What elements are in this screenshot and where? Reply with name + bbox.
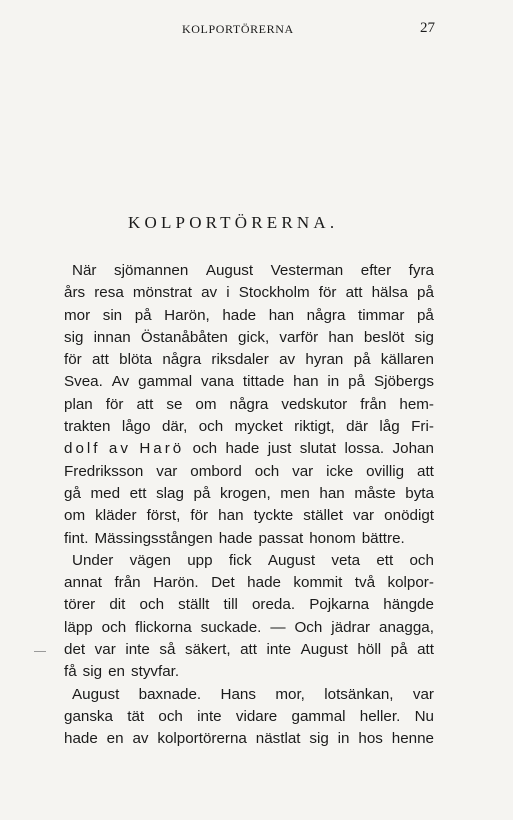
word: källaren	[380, 351, 434, 369]
word: av	[279, 351, 296, 369]
word: där	[346, 418, 369, 436]
word: han	[218, 507, 244, 525]
word: Svea.	[64, 373, 103, 391]
word: vägen	[129, 551, 171, 569]
word: Hans	[220, 685, 256, 703]
word: på	[416, 306, 434, 324]
word: få	[64, 663, 77, 681]
word: hade	[222, 306, 257, 324]
word: Pojkarna	[309, 596, 370, 614]
word: mor,	[275, 685, 305, 703]
word: och	[198, 418, 224, 436]
word: veta	[331, 551, 361, 569]
word: vedskutor	[281, 395, 348, 413]
word: dolf	[64, 440, 101, 458]
word: för	[64, 351, 82, 369]
word: lågo	[121, 418, 151, 436]
word: säkert,	[184, 641, 231, 659]
word: Harön.	[153, 574, 199, 592]
text-line	[64, 684, 434, 706]
word: flickorna	[135, 618, 192, 636]
word: på	[417, 284, 434, 302]
word: några	[306, 306, 346, 324]
word: sjömannen	[114, 262, 189, 279]
word: vidare	[235, 707, 278, 725]
word: Det	[211, 574, 235, 592]
word: Östanåbåten	[140, 328, 228, 346]
word: till	[223, 596, 238, 614]
word: Stockholm	[238, 284, 310, 302]
word: för	[105, 395, 124, 413]
word: just	[267, 440, 292, 458]
word: han	[268, 306, 295, 324]
word: tät	[127, 707, 145, 725]
text-line	[64, 661, 434, 683]
word: och	[254, 462, 280, 480]
word: gå	[64, 484, 81, 502]
text-line	[64, 728, 434, 750]
text-line	[64, 349, 434, 371]
word: ett	[129, 484, 147, 502]
word: kläder	[95, 507, 137, 525]
word: Och	[294, 618, 323, 636]
word: icke	[326, 462, 354, 480]
word: om	[195, 395, 217, 413]
word: några	[229, 395, 269, 413]
word: med	[90, 484, 121, 502]
word: kolpor-	[387, 574, 434, 592]
word: se	[166, 395, 183, 413]
word: hade	[225, 440, 260, 458]
word: gammal	[291, 707, 346, 725]
text-line	[64, 528, 434, 550]
word: honom	[309, 529, 356, 547]
word: ställt	[178, 596, 210, 614]
text-line	[64, 594, 434, 616]
word: läpp	[64, 618, 93, 636]
word: ganska	[64, 707, 113, 725]
word: blöta	[119, 351, 153, 369]
word: riksdaler	[211, 351, 269, 369]
word: Under	[72, 551, 114, 569]
word: heller.	[359, 707, 401, 725]
word: hade	[247, 574, 281, 592]
word: mor	[64, 306, 91, 324]
word: det	[64, 641, 86, 659]
word: tittade	[242, 373, 285, 391]
word: bättre.	[361, 529, 405, 547]
margin-mark	[34, 651, 46, 652]
word: lotsänkan,	[324, 685, 394, 703]
word: efter	[360, 262, 392, 279]
word: där,	[161, 418, 188, 436]
word: fyra	[408, 262, 434, 279]
word: hem-	[399, 395, 434, 413]
word: upp	[187, 551, 213, 569]
word: Av	[111, 373, 130, 391]
word: ombord	[190, 462, 242, 480]
text-line	[64, 639, 434, 661]
word: några	[162, 351, 202, 369]
word: en	[108, 663, 125, 681]
word: törer	[64, 596, 96, 614]
word: på	[193, 484, 211, 502]
text-line	[64, 371, 434, 393]
word: Nu	[414, 707, 434, 725]
word: styvfar.	[131, 663, 180, 681]
text-line	[64, 438, 434, 460]
word: av	[108, 440, 131, 458]
word: sig	[414, 328, 434, 346]
word: lossa.	[344, 440, 385, 458]
chapter-title: KOLPORTÖRERNA.	[128, 213, 339, 232]
page-number: 27	[420, 20, 435, 36]
word: jädrar	[331, 618, 371, 636]
word: först,	[146, 507, 181, 525]
word: hade	[64, 730, 98, 748]
word: beslöt	[363, 328, 405, 346]
word: kommit	[293, 574, 343, 592]
word: Mässingsstången	[94, 529, 213, 547]
word: sin	[102, 306, 123, 324]
word: slag	[156, 484, 184, 502]
word: August	[205, 262, 254, 279]
word: ovillig	[366, 462, 405, 480]
body-text	[64, 260, 434, 751]
word: att	[417, 462, 434, 480]
word: ett	[376, 551, 394, 569]
word: krogen,	[220, 484, 271, 502]
word: på	[348, 373, 366, 391]
word: var	[412, 685, 434, 703]
word: tyckte	[253, 507, 294, 525]
word: var	[156, 462, 178, 480]
word: innan	[93, 328, 131, 346]
text-line	[64, 461, 434, 483]
word: men	[280, 484, 310, 502]
word: suckade.	[200, 618, 262, 636]
word: och	[139, 596, 165, 614]
word: baxnade.	[138, 685, 202, 703]
word: och	[409, 551, 434, 569]
word: och	[101, 618, 127, 636]
word: annat	[64, 574, 103, 592]
word: på	[353, 351, 371, 369]
word: av	[201, 284, 218, 302]
text-line	[64, 305, 434, 327]
word: hälsa	[371, 284, 408, 302]
word: att	[240, 641, 257, 659]
word: på	[390, 641, 408, 659]
word: henne	[391, 730, 434, 748]
word: från	[114, 574, 141, 592]
word: var	[353, 507, 375, 525]
word: riktigt,	[294, 418, 335, 436]
word: han	[319, 484, 345, 502]
word: sig	[309, 730, 329, 748]
word: sig	[82, 663, 103, 681]
word: hade	[218, 529, 253, 547]
word: fick	[228, 551, 252, 569]
word: gammal	[138, 373, 193, 391]
text-line	[64, 572, 434, 594]
word: att	[136, 395, 154, 413]
text-line	[64, 617, 434, 639]
word: han	[328, 328, 354, 346]
word: mönstrat	[132, 284, 192, 302]
text-line	[64, 505, 434, 527]
word: för	[190, 507, 209, 525]
word: resa	[94, 284, 124, 302]
word: —	[270, 618, 286, 636]
word: måste	[354, 484, 396, 502]
word: av	[132, 730, 149, 748]
word: Vesterman	[270, 262, 344, 279]
word: Harö	[139, 440, 185, 458]
word: sig	[64, 328, 84, 346]
text-line	[64, 706, 434, 728]
word: två	[354, 574, 376, 592]
word: Harön,	[164, 306, 210, 324]
word: Sjöbergs	[373, 373, 434, 391]
word: var	[292, 462, 314, 480]
word: kolportörerna	[157, 730, 247, 748]
word: höll	[357, 641, 382, 659]
word: nästlat	[255, 730, 301, 748]
word: passat	[258, 529, 304, 547]
word: in	[327, 373, 340, 391]
word: byta	[405, 484, 434, 502]
word: När	[72, 262, 97, 279]
text-line	[64, 282, 434, 304]
text-line	[64, 327, 434, 349]
word: hängde	[383, 596, 434, 614]
word: var	[94, 641, 116, 659]
word: varför	[279, 328, 319, 346]
running-head: KOLPORTÖRERNA	[182, 22, 294, 36]
word: trakten	[64, 418, 111, 436]
word: gick,	[238, 328, 270, 346]
word: oreda.	[251, 596, 296, 614]
word: att	[345, 284, 363, 302]
word: inte	[125, 641, 150, 659]
text-line	[64, 483, 434, 505]
text-line	[64, 260, 434, 282]
text-line	[64, 394, 434, 416]
word: om	[64, 507, 86, 525]
word: han	[293, 373, 319, 391]
word: att	[417, 641, 434, 659]
word: timmar	[358, 306, 405, 324]
word: och	[158, 707, 183, 725]
word: för	[318, 284, 337, 302]
word: onödigt	[384, 507, 434, 525]
word: in	[337, 730, 350, 748]
word: mycket	[234, 418, 283, 436]
word: och	[192, 440, 218, 458]
word: anagga,	[379, 618, 434, 636]
word: fint.	[64, 529, 89, 547]
word: inte	[266, 641, 292, 659]
word: vana	[201, 373, 234, 391]
word: års	[64, 284, 86, 302]
word: stället	[303, 507, 343, 525]
word: Fri-	[411, 418, 434, 436]
word: i	[226, 284, 230, 302]
word: en	[106, 730, 124, 748]
word: August	[267, 551, 316, 569]
word: på	[134, 306, 152, 324]
word: så	[159, 641, 176, 659]
word: slutat	[299, 440, 337, 458]
word: att	[91, 351, 109, 369]
word: plan	[64, 395, 93, 413]
text-line	[64, 416, 434, 438]
word: inte	[197, 707, 222, 725]
word: Fredriksson	[64, 462, 144, 480]
word: Johan	[392, 440, 434, 458]
text-line	[64, 550, 434, 572]
word: dit	[109, 596, 126, 614]
word: August	[300, 641, 348, 659]
word: hyran	[305, 351, 344, 369]
word: låg	[379, 418, 400, 436]
word: från	[360, 395, 387, 413]
word: hos	[358, 730, 383, 748]
word: August	[72, 685, 120, 703]
